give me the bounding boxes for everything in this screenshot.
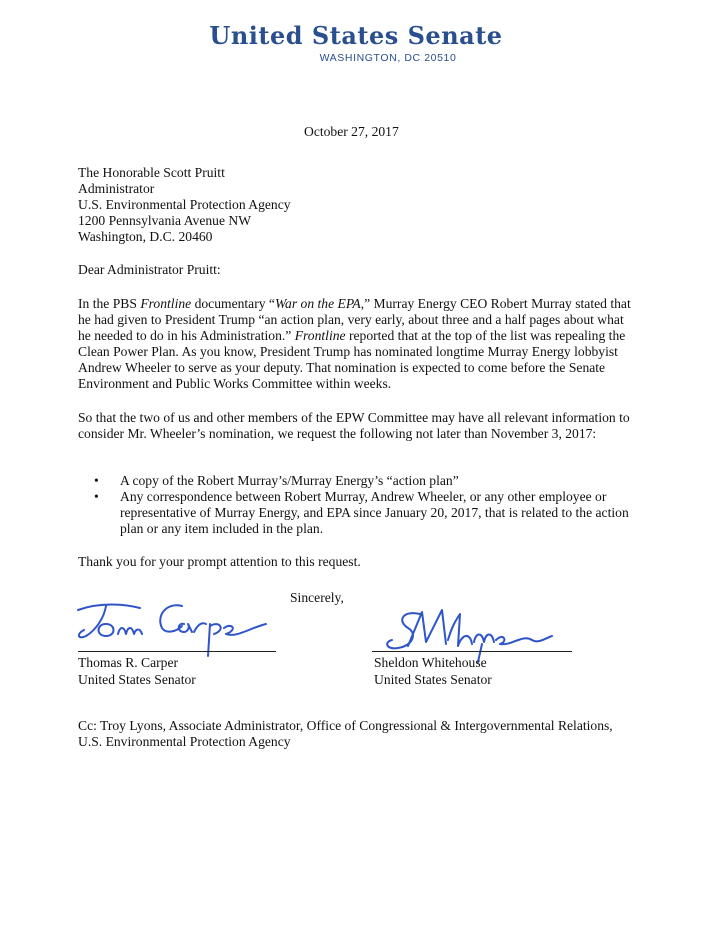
list-item-text: A copy of the Robert Murray’s/Murray Energy’s “action plan” <box>120 473 459 488</box>
signature-block-whitehouse <box>374 654 492 688</box>
signature-line-right <box>372 651 572 652</box>
p1-italic: War on the EPA <box>274 296 361 311</box>
bullet-icon: • <box>94 473 99 488</box>
list-item-text: Any correspondence between Robert Murray, Andrew Wheeler, or any other employee or representative of Murray Energy, and EPA since January 20, 2017, that is related to the action plan or any item included in the plan. <box>120 489 629 536</box>
request-list <box>90 473 636 537</box>
letter-date: October 27, 2017 <box>304 124 399 139</box>
body-paragraph-1 <box>78 296 638 392</box>
letterhead-subtitle: WASHINGTON, DC 20510 <box>319 52 457 64</box>
recipient-address <box>78 165 291 245</box>
signer-name: Sheldon Whitehouse <box>374 655 487 670</box>
thanks-line: Thank you for your prompt attention to this request. <box>78 554 361 569</box>
cc-line: Cc: Troy Lyons, Associate Administrator, Office of Congressional & Intergovernmental Relations, U.S. Environmental Protection Agency <box>78 718 613 749</box>
list-item <box>90 473 636 489</box>
signer-title: United States Senator <box>78 672 196 687</box>
p1-text: documentary “ <box>191 296 275 311</box>
list-item <box>90 489 636 537</box>
letterhead-title: United States Senate <box>209 21 503 50</box>
recipient-line: U.S. Environmental Protection Agency <box>78 197 291 212</box>
salutation: Dear Administrator Pruitt: <box>78 262 221 277</box>
recipient-line: Washington, D.C. 20460 <box>78 229 213 244</box>
recipient-line: 1200 Pennsylvania Avenue NW <box>78 213 252 228</box>
signature-block-carper <box>78 654 196 688</box>
p1-text: ,” Murray Energy CEO Robert Murray stated that he had given to President Trump “an action plan, very early, about three and a half pages about what he needed to do in his Administration.” <box>78 296 631 343</box>
recipient-line: Administrator <box>78 181 155 196</box>
bullet-icon: • <box>94 489 99 504</box>
letterhead <box>0 22 712 64</box>
signer-name: Thomas R. Carper <box>78 655 179 670</box>
p1-italic: Frontline <box>140 296 192 311</box>
signer-title: United States Senator <box>374 672 492 687</box>
closing: Sincerely, <box>290 590 344 605</box>
p1-italic: Frontline <box>294 328 346 343</box>
body-paragraph-2: So that the two of us and other members of the EPW Committee may have all relevant information to consider Mr. Wheeler’s nomination, we request the following not later than November 3, 2017: <box>78 410 630 441</box>
p1-text: reported that at the top of the list was repealing the Clean Power Plan. As you know, President Trump has nominated longtime Murray Energy lobbyist Andrew Wheeler to serve as your deputy. That nomination is expected to come before the Senate Environment and Public Works Committee within weeks. <box>78 328 626 391</box>
p1-text: In the PBS <box>78 296 141 311</box>
recipient-line: The Honorable Scott Pruitt <box>78 165 225 180</box>
signature-line-left <box>78 651 276 652</box>
